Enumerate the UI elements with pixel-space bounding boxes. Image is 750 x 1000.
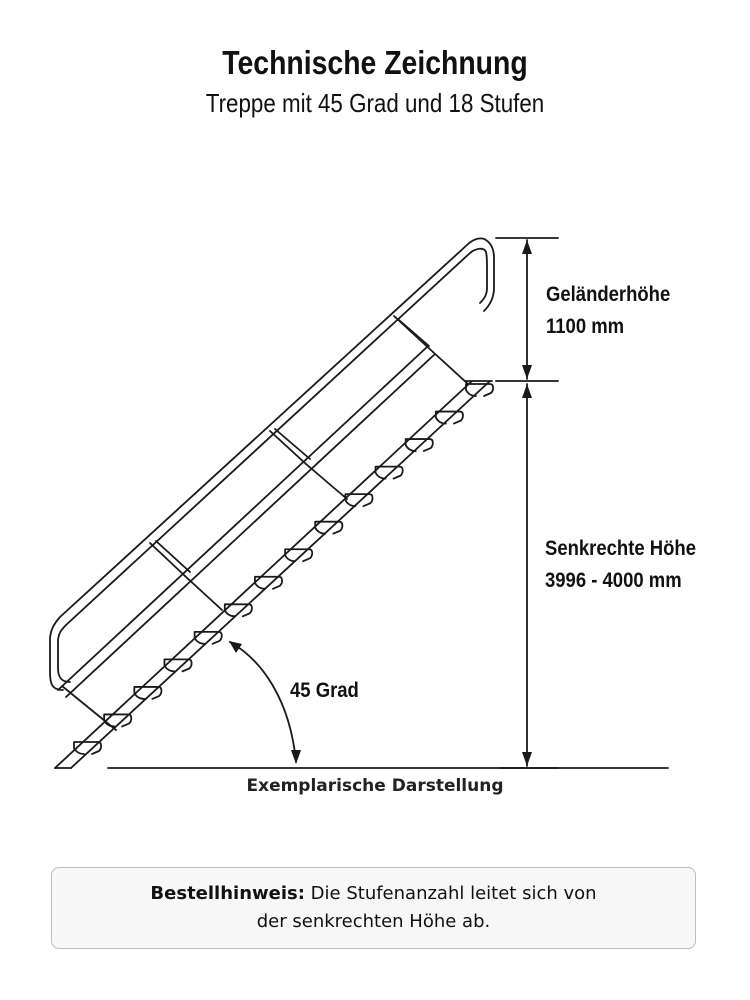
railing-height-value: 1100 mm <box>546 315 625 338</box>
stair-step <box>376 467 403 479</box>
stair-step <box>406 439 433 451</box>
stair-steps <box>74 384 493 754</box>
drawing-title: Technische Zeichnung <box>222 44 528 81</box>
railing-height-label: Geländerhöhe <box>546 283 671 306</box>
order-note-box <box>51 867 696 949</box>
mid-rail <box>58 347 427 690</box>
order-note <box>134 880 614 936</box>
caption: Exemplarische Darstellung <box>246 776 504 796</box>
handrail-inner <box>58 249 487 682</box>
vertical-height-value: 3996 - 4000 mm <box>545 569 682 592</box>
drawing-subtitle: Treppe mit 45 Grad und 18 Stufen <box>205 88 545 118</box>
order-note-text: Die Stufenanzahl leitet sich von der senkrechten Höhe ab. <box>256 883 597 932</box>
angle-arc <box>230 642 296 762</box>
handrail-outer <box>50 238 494 690</box>
order-note-label: Bestellhinweis: <box>150 883 305 904</box>
railing-posts <box>150 316 468 610</box>
vertical-height-label: Senkrechte Höhe <box>545 537 696 560</box>
angle-label: 45 Grad <box>290 679 359 702</box>
